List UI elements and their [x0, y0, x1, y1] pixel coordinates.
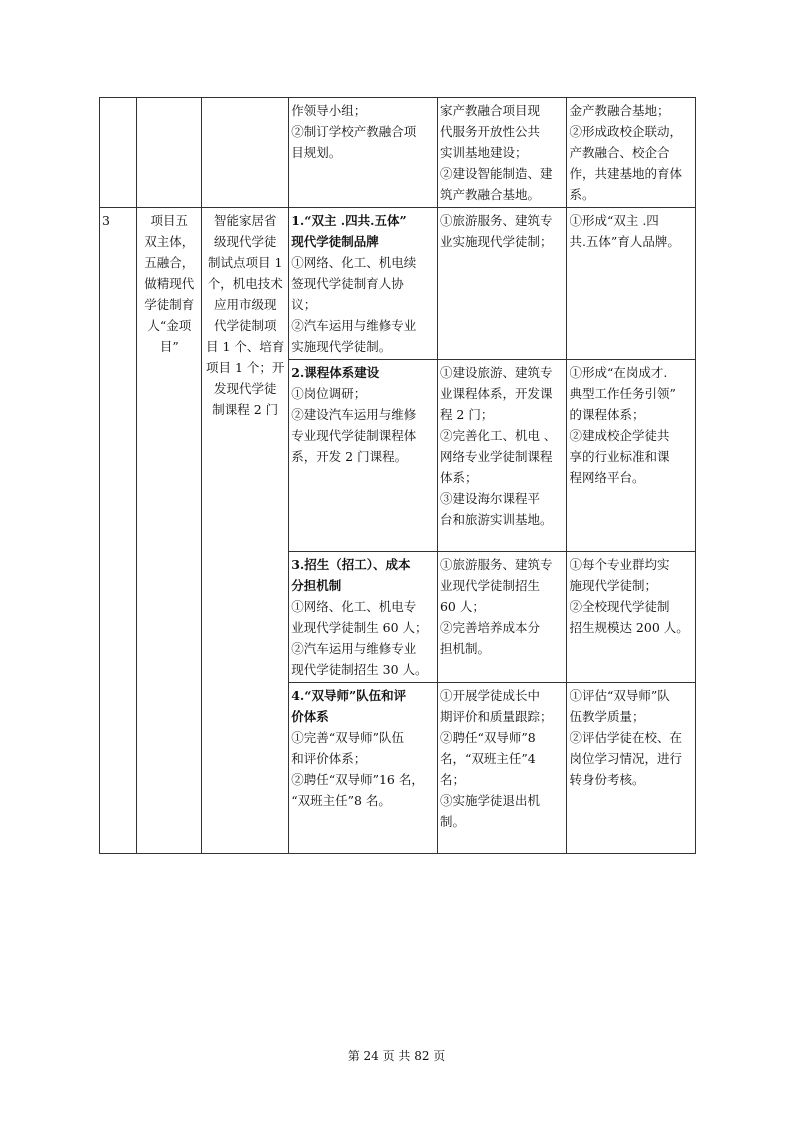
text-line: 制课程 2 门 — [212, 402, 279, 417]
task-title: 4.“双导师”队伍和评 — [291, 688, 407, 703]
table-row-continued — [100, 98, 696, 208]
text-line: ③建设海尔课程平 — [439, 491, 540, 506]
task-3-year2 — [437, 552, 567, 683]
text-line: ①形成“在岗成才. — [569, 365, 668, 380]
text-line: 网络专业学徒制课程 — [439, 449, 553, 464]
task-title: 分担机制 — [291, 578, 342, 593]
text-line: 共.五体”育人品牌。 — [569, 234, 680, 249]
text-line: ③实施学徒退出机 — [439, 793, 540, 808]
text-line: 目 1 个、培育 — [205, 339, 285, 354]
text-line: 项目五 — [150, 213, 189, 228]
text-line: 制试点项目 1 — [207, 255, 283, 270]
text-line: 五融合， — [144, 255, 195, 270]
task-title: 1.“双主 .四共.五体” — [291, 213, 407, 228]
text-line: 担机制。 — [439, 641, 490, 656]
text-line: 岗位学习情况，进行 — [569, 751, 682, 766]
task-1-year3 — [567, 208, 696, 360]
text-line: 业现代学徒制招生 — [439, 578, 540, 593]
text-line: 学徒制育 — [144, 297, 195, 312]
text-line: 家产教融合项目现 — [439, 103, 540, 118]
text-line: ②完善培养成本分 — [439, 620, 540, 635]
task-1-year2 — [437, 208, 567, 360]
text-line: 系。 — [569, 187, 595, 202]
text-line: 享的行业标准和课 — [569, 449, 670, 464]
text-line: 代学徒制项 — [213, 318, 277, 333]
text-line: ①网络、化工、机电专 — [291, 599, 417, 614]
task-title: 价体系 — [291, 709, 329, 724]
page-footer: 第 24 页 共 82 页 — [347, 1049, 446, 1063]
text-line: 和评价体系； — [291, 751, 367, 766]
text-line: ①形成“双主 .四 — [569, 213, 659, 228]
project-number-text: 3 — [102, 213, 110, 228]
task-title: 现代学徒制品牌 — [291, 234, 379, 249]
task-1-year1 — [289, 208, 438, 360]
text-line: 期评价和质量跟踪； — [439, 709, 553, 724]
text-line: ②建成校企学徒共 — [569, 428, 670, 443]
text-line: ①岗位调研； — [291, 386, 367, 401]
text-line: 人“金项 — [147, 318, 192, 333]
text-line: ②建设汽车运用与维修 — [291, 407, 417, 422]
text-line: 施现代学徒制； — [569, 578, 657, 593]
text-line: 名； — [439, 772, 465, 787]
text-line: 产教融合、校企合 — [569, 145, 670, 160]
text-line: ①评估“双导师”队 — [569, 688, 670, 703]
text-line: ①网络、化工、机电续 — [291, 255, 417, 270]
task-title: 2.课程体系建设 — [291, 365, 380, 380]
cell-prev-year3 — [567, 98, 696, 208]
text-line: 业现代学徒制生 60 人； — [291, 620, 428, 635]
cell-prev-year2 — [437, 98, 567, 208]
text-line: 发现代学徒 — [213, 381, 277, 396]
text-line: ①每个专业群均实 — [569, 557, 670, 572]
task-3-year1 — [289, 552, 438, 683]
text-line: 伍教学质量； — [569, 709, 645, 724]
text-line: 实训基地建设； — [439, 145, 528, 160]
text-line: ①旅游服务、建筑专 — [439, 557, 553, 572]
text-line: ①建设旅游、建筑专 — [439, 365, 553, 380]
text-line: 议； — [291, 297, 317, 312]
text-line: 应用市级现 — [213, 297, 277, 312]
text-line: 做精现代 — [144, 276, 195, 291]
text-line: 典型工作任务引领” — [569, 386, 676, 401]
cell-base-empty — [202, 98, 289, 208]
task-3-year3 — [567, 552, 696, 683]
text-line: ①旅游服务、建筑专 — [439, 213, 553, 228]
text-line: 实施现代学徒制。 — [291, 339, 392, 354]
project-number — [100, 208, 137, 854]
text-line: 体系； — [439, 470, 478, 485]
text-line: ②完善化工、机电 、 — [439, 428, 557, 443]
text-line: 的课程体系； — [569, 407, 645, 422]
text-line: ②汽车运用与维修专业 — [291, 318, 417, 333]
text-line: 转身份考核。 — [569, 772, 645, 787]
text-line: 专业现代学徒制课程体 — [291, 428, 417, 443]
text-line: 作，共建基地的育体 — [569, 166, 682, 181]
text-line: 制。 — [439, 814, 465, 829]
text-line: 目规划。 — [291, 145, 342, 160]
text-line: ②全校现代学徒制 — [569, 599, 670, 614]
text-line: ②形成政校企联动， — [569, 124, 682, 139]
project-name — [137, 208, 202, 854]
text-line: 业实施现代学徒制； — [439, 234, 553, 249]
text-line: 筑产教融合基地。 — [439, 187, 540, 202]
text-line: 作领导小组； — [291, 103, 367, 118]
text-line: 程网络平台。 — [569, 470, 645, 485]
text-line: 60 人； — [439, 599, 485, 614]
text-line: ②建设智能制造、建 — [439, 166, 553, 181]
text-line: 智能家居省 — [213, 213, 277, 228]
text-line: 台和旅游实训基地。 — [439, 512, 553, 527]
text-line: 现代学徒制招生 30 人。 — [291, 662, 428, 677]
text-line: ②制订学校产教融合项 — [291, 124, 417, 139]
text-line: ①完善“双导师”队伍 — [291, 730, 404, 745]
text-line: 级现代学徒 — [213, 234, 277, 249]
text-line: 目” — [159, 339, 179, 354]
text-line: 系，开发 2 门课程。 — [291, 449, 408, 464]
task-2-year3 — [567, 360, 696, 552]
text-line: 双主体， — [144, 234, 195, 249]
task-2-year1 — [289, 360, 438, 552]
cell-num-empty — [100, 98, 137, 208]
text-line: ①开展学徒成长中 — [439, 688, 540, 703]
text-line: 个，机电技术 — [207, 276, 283, 291]
text-line: ②聘任“双导师”16 名， — [291, 772, 424, 787]
text-line: 代服务开放性公共 — [439, 124, 540, 139]
project-baseline — [202, 208, 289, 854]
cell-name-empty — [137, 98, 202, 208]
text-line: 项目 1 个；开 — [205, 360, 285, 375]
text-line: 招生规模达 200 人。 — [569, 620, 689, 635]
project-table — [99, 97, 696, 854]
cell-prev-year1 — [289, 98, 438, 208]
task-2-year2 — [437, 360, 567, 552]
text-line: ②汽车运用与维修专业 — [291, 641, 417, 656]
text-line: “双班主任”8 名。 — [291, 793, 391, 808]
text-line: ②评估学徒在校、在 — [569, 730, 682, 745]
table-row-task-1 — [100, 208, 696, 360]
text-line: ②聘任“双导师”8 — [439, 730, 536, 745]
task-4-year3 — [567, 683, 696, 854]
text-line: 业课程体系，开发课 — [439, 386, 553, 401]
text-line: 名，“双班主任”4 — [439, 751, 536, 766]
task-4-year2 — [437, 683, 567, 854]
task-title: 3.招生（招工）、成本 — [291, 557, 411, 572]
text-line: 程 2 门； — [439, 407, 494, 422]
text-line: 签现代学徒制育人协 — [291, 276, 404, 291]
text-line: 金产教融合基地； — [569, 103, 670, 118]
task-4-year1 — [289, 683, 438, 854]
